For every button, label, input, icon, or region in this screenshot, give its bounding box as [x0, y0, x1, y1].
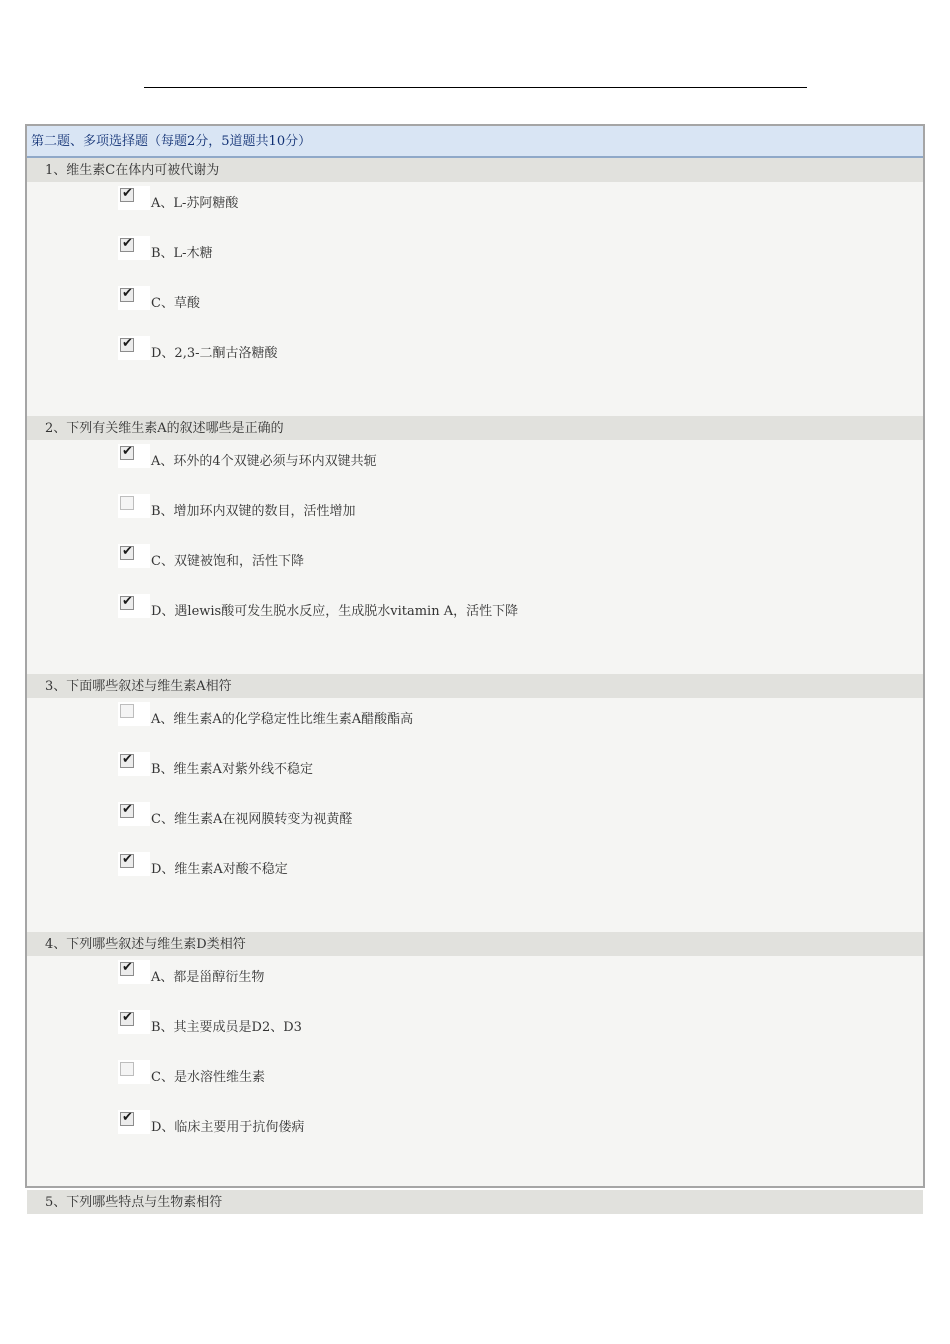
- option-list: [27, 182, 923, 410]
- question-2: [27, 416, 923, 668]
- checkbox-unchecked[interactable]: [120, 1062, 134, 1076]
- option-row: [27, 282, 923, 332]
- option-row: [27, 848, 923, 898]
- checkbox-checked[interactable]: [120, 338, 134, 352]
- checkmark-icon: ✔: [122, 1110, 133, 1125]
- question-1: [27, 158, 923, 410]
- option-row: [27, 698, 923, 748]
- question-title: 4、下列哪些叙述与维生素D类相符: [27, 932, 923, 956]
- option-row: [27, 182, 923, 232]
- option-row: [27, 332, 923, 382]
- option-list: [27, 698, 923, 926]
- checkbox-checked[interactable]: [120, 754, 134, 768]
- option-row: [27, 490, 923, 540]
- question-title: 5、下列哪些特点与生物素相符: [27, 1190, 923, 1214]
- section-title: 第二题、多项选择题（每题2分，5道题共10分）: [31, 134, 312, 149]
- option-label: B、其主要成员是D2、D3: [151, 1020, 302, 1035]
- option-row: [27, 1006, 923, 1056]
- option-list: [27, 440, 923, 668]
- option-label: D、临床主要用于抗佝偻病: [151, 1120, 305, 1135]
- option-list: [27, 956, 923, 1184]
- section-header: [27, 126, 923, 158]
- checkmark-icon: ✔: [122, 544, 133, 559]
- question-title: 3、下面哪些叙述与维生素A相符: [27, 674, 923, 698]
- option-row: [27, 540, 923, 590]
- option-label: D、2,3-二酮古洛糖酸: [151, 346, 278, 361]
- option-label: C、是水溶性维生素: [151, 1070, 265, 1085]
- option-label: B、维生素A对紫外线不稳定: [151, 762, 313, 777]
- checkbox-checked[interactable]: [120, 962, 134, 976]
- option-row: [27, 798, 923, 848]
- question-title: 1、维生素C在体内可被代谢为: [27, 158, 923, 182]
- checkmark-icon: ✔: [122, 752, 133, 767]
- checkbox-checked[interactable]: [120, 446, 134, 460]
- option-row: [27, 956, 923, 1006]
- option-row: [27, 590, 923, 640]
- option-row: [27, 748, 923, 798]
- checkbox-unchecked[interactable]: [120, 496, 134, 510]
- option-label: C、双键被饱和，活性下降: [151, 554, 304, 569]
- checkbox-unchecked[interactable]: [120, 704, 134, 718]
- checkmark-icon: ✔: [122, 186, 133, 201]
- question-title: 2、下列有关维生素A的叙述哪些是正确的: [27, 416, 923, 440]
- option-label: D、遇lewis酸可发生脱水反应，生成脱水vitamin A，活性下降: [151, 604, 519, 619]
- option-label: A、L-苏阿糖酸: [151, 196, 239, 211]
- option-row: [27, 440, 923, 490]
- option-label: D、维生素A对酸不稳定: [151, 862, 288, 877]
- checkbox-checked[interactable]: [120, 288, 134, 302]
- checkmark-icon: ✔: [122, 802, 133, 817]
- option-label: A、都是甾醇衍生物: [151, 970, 265, 985]
- option-row: [27, 232, 923, 282]
- checkmark-icon: ✔: [122, 336, 133, 351]
- option-label: C、草酸: [151, 296, 200, 311]
- option-label: A、维生素A的化学稳定性比维生素A醋酸酯高: [151, 712, 414, 727]
- checkbox-checked[interactable]: [120, 804, 134, 818]
- top-divider: [144, 87, 807, 88]
- checkmark-icon: ✔: [122, 594, 133, 609]
- checkbox-checked[interactable]: [120, 546, 134, 560]
- option-label: A、环外的4个双键必须与环内双键共轭: [151, 454, 377, 469]
- checkbox-checked[interactable]: [120, 188, 134, 202]
- option-row: [27, 1106, 923, 1156]
- question-list: [27, 158, 923, 1214]
- checkmark-icon: ✔: [122, 960, 133, 975]
- option-label: C、维生素A在视网膜转变为视黄醛: [151, 812, 353, 827]
- checkmark-icon: ✔: [122, 1010, 133, 1025]
- checkbox-checked[interactable]: [120, 238, 134, 252]
- checkbox-checked[interactable]: [120, 596, 134, 610]
- checkmark-icon: ✔: [122, 236, 133, 251]
- checkbox-checked[interactable]: [120, 1112, 134, 1126]
- question-3: [27, 674, 923, 926]
- option-row: [27, 1056, 923, 1106]
- checkmark-icon: ✔: [122, 286, 133, 301]
- checkbox-checked[interactable]: [120, 1012, 134, 1026]
- question-5: [27, 1190, 923, 1214]
- checkmark-icon: ✔: [122, 444, 133, 459]
- checkmark-icon: ✔: [122, 852, 133, 867]
- quiz-panel: [25, 124, 925, 1210]
- option-label: B、增加环内双键的数目，活性增加: [151, 504, 356, 519]
- question-4: [27, 932, 923, 1184]
- checkbox-checked[interactable]: [120, 854, 134, 868]
- option-label: B、L-木糖: [151, 246, 213, 261]
